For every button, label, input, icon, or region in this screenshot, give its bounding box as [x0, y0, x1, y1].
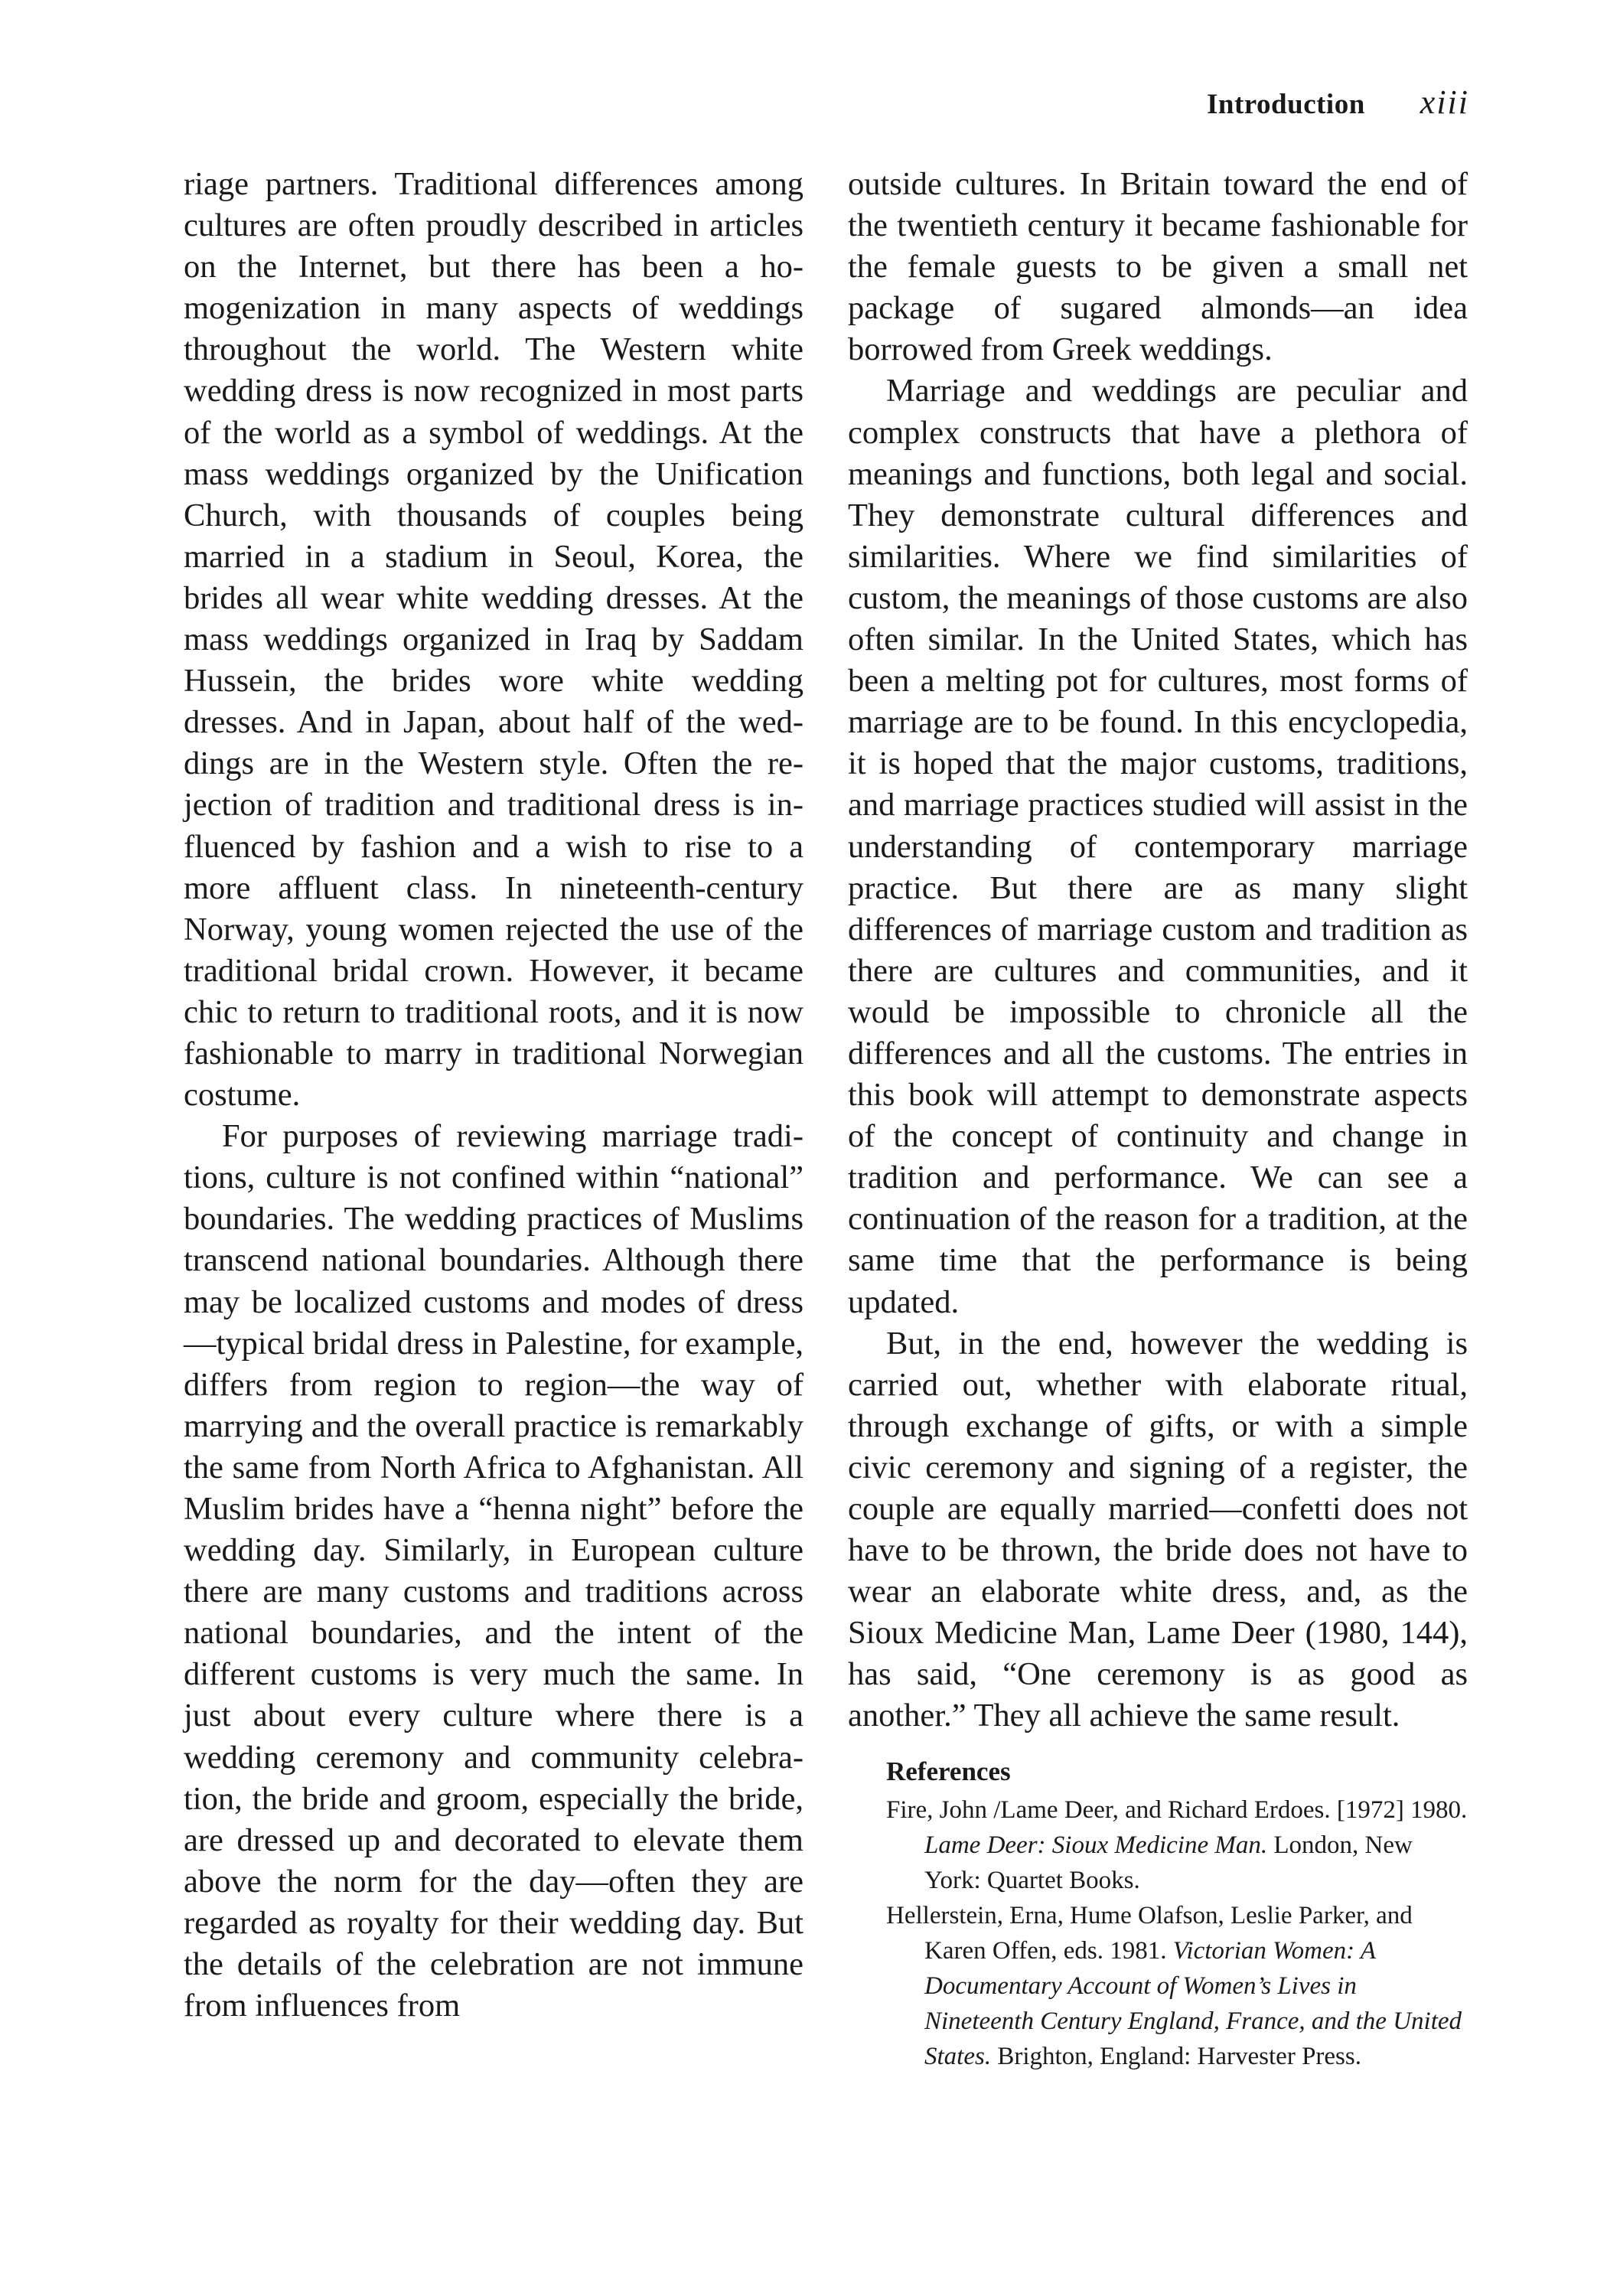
right-column: [848, 164, 1468, 2074]
reference-publisher: London, New York: Quartet Books.: [924, 1831, 1413, 1894]
body-paragraph: But, in the end, however the wedding is carried out, whether with elaborate ritual, through exchange of gifts, or with a simple civic ceremony and signing of a register, the couple are equally married—confetti does not have to be thrown, the bride does not have to wear an elaborate white dress, and, as the Sioux Medicine Man, Lame Deer (1980, 144), has said, “One ceremony is as good as another.” They all achieve the same result.: [848, 1325, 1468, 1734]
body-paragraph: riage partners. Traditional differences among cultures are often proudly described in articles on the Internet, but there has been a homogenization in many aspects of weddings throughout the world. The Western white wedding dress is now recognized in most parts of the world as a symbol of weddings. At the mass weddings organized by the Unification Church, with thousands of couples being married in a stadium in Seoul, Korea, the brides all wear white wedding dresses. At the mass weddings organized in Iraq by Saddam Hussein, the brides wore white wedding dresses. And in Japan, about half of the weddings are in the Western style. Often the rejection of tradition and traditional dress is influenced by fashion and a wish to rise to a more affluent class. In nineteenth-century Norway, young women rejected the use of the traditional bridal crown. However, it became chic to return to traditional roots, and it is now fashionable to marry in traditional Norwegian costume.: [184, 166, 804, 1114]
reference-title: Victorian Women: A Documentary Account of Women’s Lives in Nineteenth Century England, France, and the United States.: [924, 1936, 1462, 2070]
references-section: [848, 1754, 1468, 2074]
section-title: Introduction: [1206, 89, 1365, 120]
reference-publisher: Brighton, England: Harvester Press.: [991, 2042, 1361, 2070]
references-heading: References: [886, 1756, 1011, 1786]
reference-entry: [886, 1792, 1468, 1898]
page-number: xiii: [1420, 83, 1469, 121]
body-paragraph: Marriage and weddings are peculiar and complex constructs that have a plethora of meanings and functions, both legal and social. They demonstrate cultural differences and similarities. Where we find similarities of custom, the meanings of those customs are also often similar. In the United States, which has been a melting pot for cultures, most forms of marriage are to be found. In this encyclopedia, it is hoped that the major customs, traditions, and marriage practices studied will assist in the understanding of contemporary marriage practice. But there are as many slight differences of marriage custom and tradition as there are cultures and communities, and it would be impossible to chronicle all the differences and all the customs. The entries in this book will attempt to demonstrate aspects of the concept of continuity and change in tradition and performance. We can see a continuation of the reason for a tradition, at the same time that the performance is being updated.: [848, 373, 1468, 1320]
reference-entry: [886, 1898, 1468, 2074]
reference-title: Lame Deer: Sioux Medicine Man.: [924, 1831, 1268, 1859]
body-paragraph: For purposes of reviewing marriage traditions, culture is not confined within “national” boundaries. The wedding practices of Muslims transcend national boundaries. Although there may be localized customs and modes of dress—typical bridal dress in Palestine, for example, differs from region to region—the way of marrying and the overall practice is remarkably the same from North Africa to Afghanistan. All Muslim brides have a “henna night” before the wedding day. Similarly, in European culture there are many customs and traditions across national boundaries, and the intent of the different customs is very much the same. In just about every culture where there is a wedding ceremony and community celebration, the bride and groom, especially the bride, are dressed up and decorated to elevate them above the norm for the day—often they are regarded as royalty for their wedding day. But the details of the celebration are not immune from influences from: [184, 1118, 804, 2024]
running-head: [1207, 83, 1469, 122]
body-paragraph: outside cultures. In Britain toward the end of the twentieth century it became fashionable for the female guests to be given a small net package of sugared almonds—an idea borrowed from Greek weddings.: [848, 166, 1468, 368]
left-column: [184, 164, 804, 2027]
reference-authors: Hellerstein, Erna, Hume Olafson, Leslie Parker, and Karen Offen, eds. 1981.: [886, 1901, 1413, 1965]
reference-authors: Fire, John /Lame Deer, and Richard Erdoes. [1972] 1980.: [886, 1795, 1468, 1824]
